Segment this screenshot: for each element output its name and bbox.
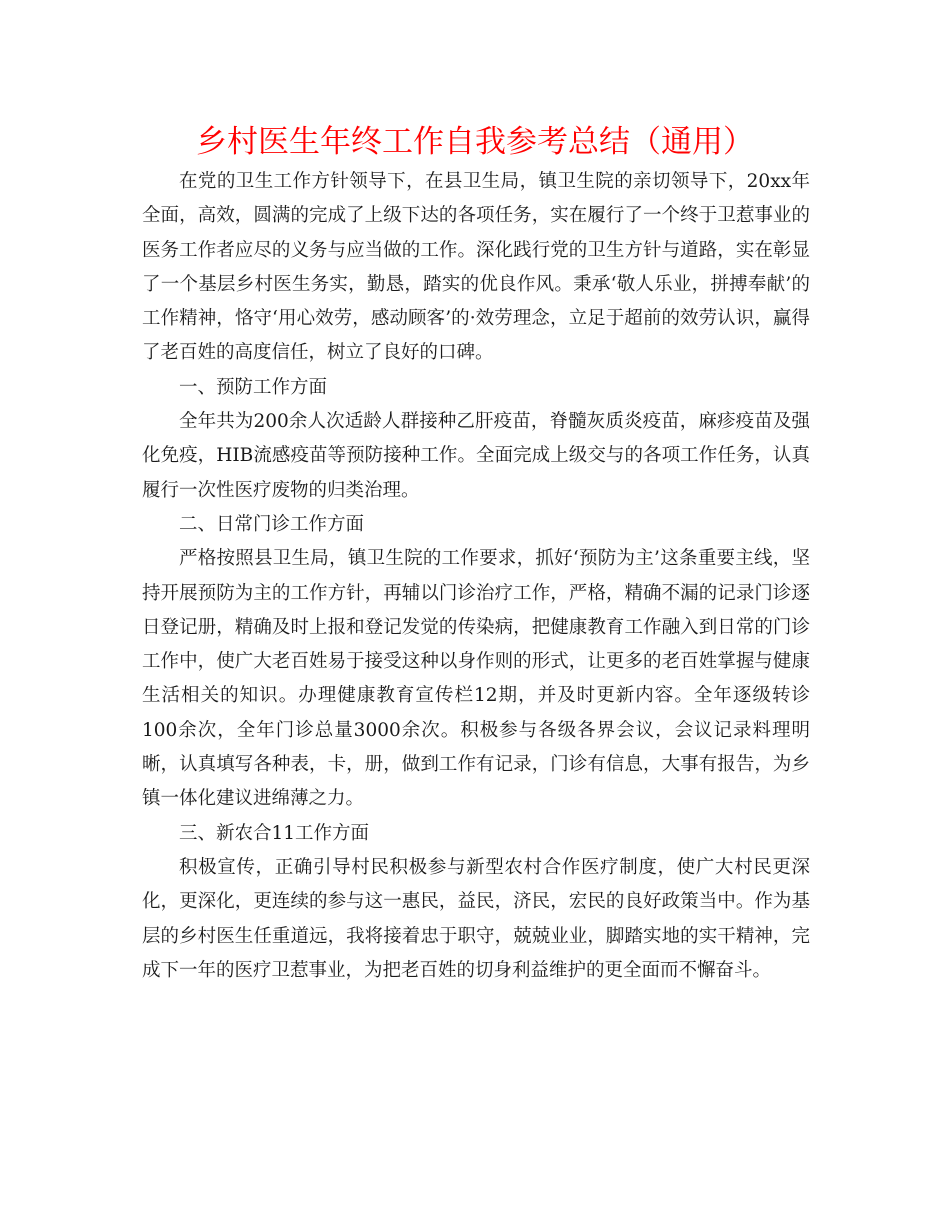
prevention-paragraph: 全年共为200余人次适龄人群接种乙肝疫苗，脊髓灰质炎疫苗，麻疹疫苗及强化免疫，HIB流感疫苗等预防接种工作。全面完成上级交与的各项工作任务，认真履行一次性医疗废物的归类治理。 bbox=[142, 411, 810, 501]
document-title: 乡村医生年终工作自我参考总结（通用） bbox=[196, 124, 754, 160]
intro-paragraph: 在党的卫生工作方针领导下，在县卫生局，镇卫生院的亲切领导下，20xx年全面，高效，圆满的完成了上级下达的各项任务，实在履行了一个终于卫惹事业的医务工作者应尽的义务与应当做的工作。深化践行党的卫生方针与道路，实在彰显了一个基层乡村医生务实，勤恳，踏实的优良作风。秉承‘敬人乐业，拼搏奉献’的工作精神，恪守‘用心效劳，感动顾客’的·效劳理念，立足于超前的效劳认识，赢得了老百姓的高度信任，树立了良好的口碑。 bbox=[142, 171, 810, 364]
rural-cooperative-paragraph: 积极宣传，正确引导村民积极参与新型农村合作医疗制度，使广大村民更深化，更深化，更连续的参与这一惠民，益民，济民，宏民的良好政策当中。作为基层的乡村医生任重道远，我将接着忠于职守，兢兢业业，脚踏实地的实干精神，完成下一年的医疗卫惹事业，为把老百姓的切身利益维护的更全面而不懈奋斗。 bbox=[142, 856, 810, 981]
section-heading-outpatient: 二、日常门诊工作方面 bbox=[179, 513, 365, 535]
section-heading-rural-cooperative: 三、新农合11工作方面 bbox=[179, 822, 370, 844]
document-body bbox=[142, 165, 810, 988]
outpatient-paragraph: 严格按照县卫生局，镇卫生院的工作要求，抓好‘预防为主’这条重要主线，坚持开展预防为主的工作方针，再辅以门诊治疗工作，严格，精确不漏的记录门诊逐日登记册，精确及时上报和登记发觉的传染病，把健康教育工作融入到日常的门诊工作中，使广大老百姓易于接受这种以身作则的形式，让更多的老百姓掌握与健康生活相关的知识。办理健康教育宣传栏12期，并及时更新内容。全年逐级转诊100余次，全年门诊总量3000余次。积极参与各级各界会议，会议记录料理明晰，认真填写各种表，卡，册，做到工作有记录，门诊有信息，大事有报告，为乡镇一体化建议进绵薄之力。 bbox=[142, 548, 810, 810]
section-heading-prevention: 一、预防工作方面 bbox=[179, 376, 328, 398]
